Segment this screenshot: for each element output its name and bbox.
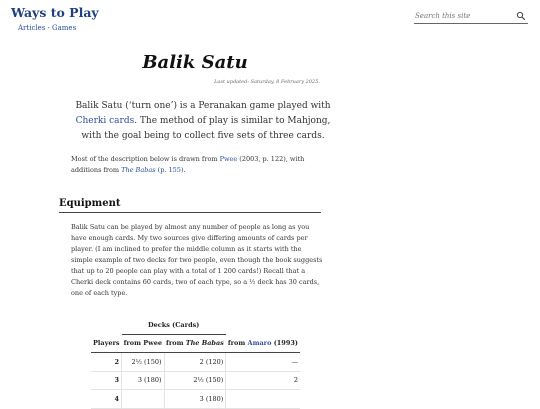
intro-text: Most of the description below is drawn from <box>71 155 220 163</box>
cell-babas: 3 (180) <box>164 390 226 409</box>
cell-pwee: 2½ (150) <box>122 353 164 372</box>
cell-babas: 2 (120) <box>164 353 226 372</box>
cell-pwee: 3 (180) <box>122 371 164 390</box>
intro-text: . <box>183 166 186 174</box>
equipment-heading: Equipment <box>59 198 321 213</box>
page-title: Balik Satu <box>142 52 248 73</box>
cherki-cards-link[interactable]: Cherki cards <box>75 116 135 126</box>
table-row <box>91 390 300 409</box>
intro-text: (2003, p. 122), with additions from <box>71 155 305 174</box>
lede-paragraph <box>70 99 336 144</box>
search-icon[interactable] <box>516 11 526 21</box>
site-title[interactable]: Ways to Play <box>11 5 99 20</box>
decks-group-header: Decks (Cards) <box>122 316 226 334</box>
amaro-link[interactable]: Amaro <box>247 339 272 347</box>
cell-amaro: 2 <box>226 371 300 390</box>
cell-players: 3 <box>91 371 122 390</box>
the-babas-link[interactable]: The Babas <box>121 166 156 174</box>
cell-players: 2 <box>91 353 122 372</box>
col-babas: from The Babas <box>164 334 226 353</box>
col-players: Players <box>91 334 122 353</box>
last-updated: Last updated: Saturday, 8 February 2025. <box>214 79 320 85</box>
lede-text: Balik Satu (‘turn one’) is a Peranakan game played with <box>75 101 331 111</box>
col-amaro: from Amaro (1993) <box>226 334 300 353</box>
cell-babas: 2½ (150) <box>164 371 226 390</box>
table-row <box>91 371 300 390</box>
page-ref-link[interactable]: (p. 155) <box>157 166 184 174</box>
cell-amaro <box>226 390 300 409</box>
lede-text: . The method of play is similar to Mahjong, with the goal being to collect five sets of three cards. <box>81 116 331 141</box>
cell-pwee <box>122 390 164 409</box>
cell-amaro: — <box>226 353 300 372</box>
site-nav[interactable]: Articles · Games <box>18 24 77 32</box>
table-row <box>91 353 300 372</box>
search-input[interactable] <box>415 12 510 20</box>
decks-table <box>91 316 300 409</box>
pwee-link[interactable]: Pwee <box>219 155 238 163</box>
search-box[interactable] <box>414 10 528 24</box>
col-pwee: from Pwee <box>122 334 164 353</box>
equipment-paragraph: Balik Satu can be played by almost any number of people as long as you have enough cards. My two sources give differing amounts of cards per player. (I am inclined to prefer the middle column as it starts with the simple example of two decks for two people, even though the book suggests that up to 20 people can play with a total of 1 200 cards!) Recall that a Cherki deck contains 60 cards, two of each type, so a ½ deck has 30 cards, one of each type. <box>71 223 323 297</box>
cell-players: 4 <box>91 390 122 409</box>
intro-paragraph <box>71 154 323 176</box>
